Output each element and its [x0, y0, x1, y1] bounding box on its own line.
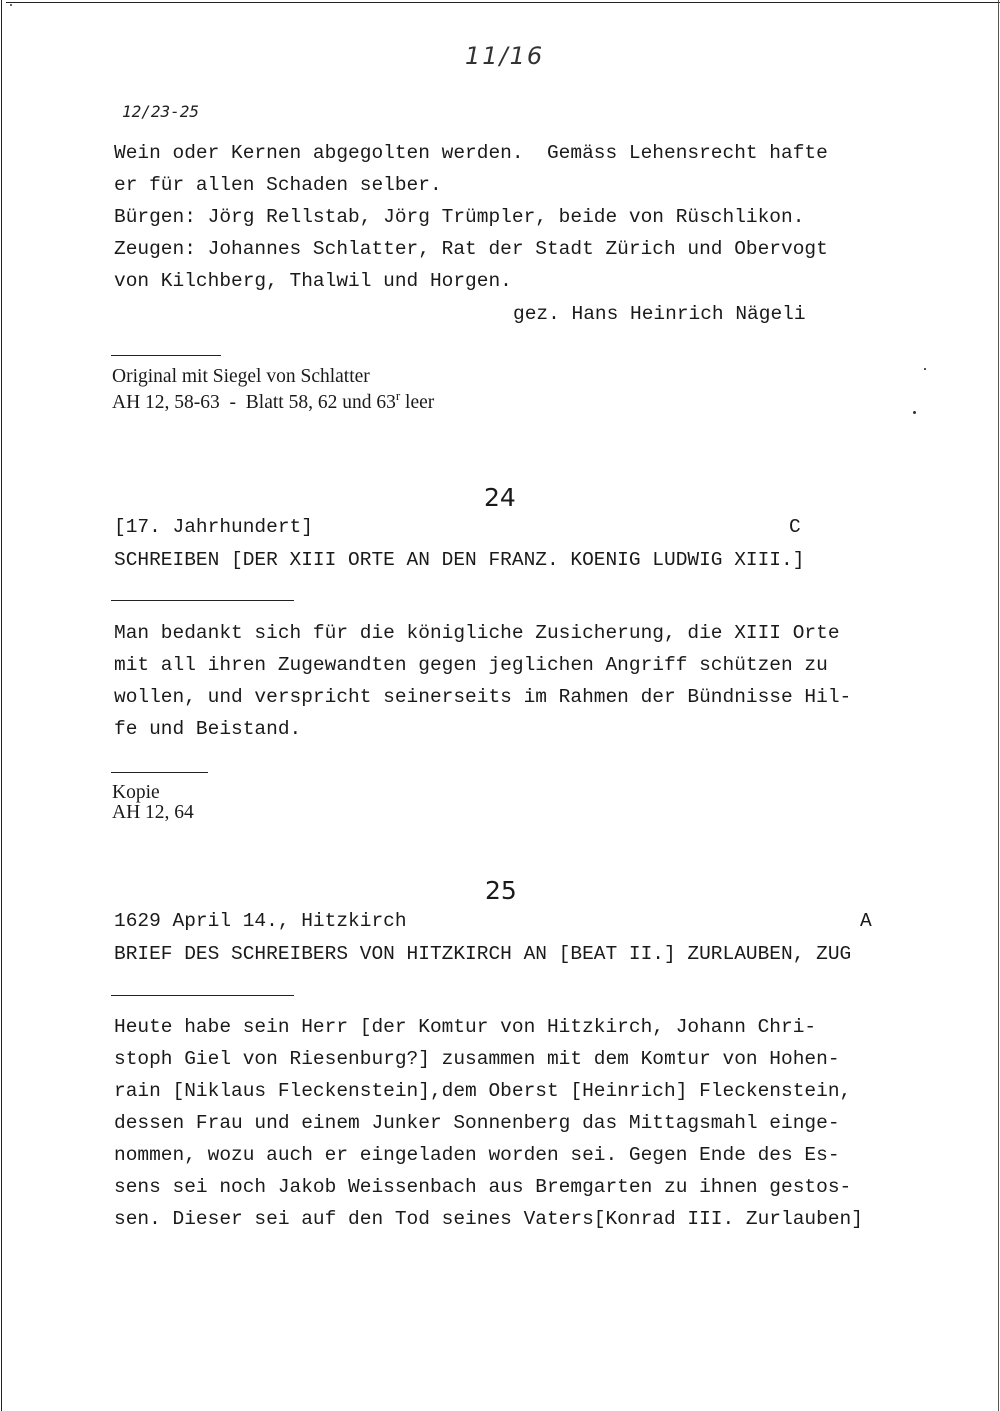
text-line: Man bedankt sich für die königliche Zusicherung, die XIII Orte — [114, 622, 840, 644]
text-line: wollen, und verspricht seinerseits im Rahmen der Bündnisse Hil- — [114, 686, 852, 708]
entry-category: C — [789, 516, 801, 538]
signature-line: gez. Hans Heinrich Nägeli — [513, 303, 806, 325]
text-line: stoph Giel von Riesenburg?] zusammen mit dem Komtur von Hohen- — [114, 1048, 840, 1070]
section-rule — [111, 600, 294, 601]
text-line: er für allen Schaden selber. — [114, 174, 442, 196]
section-rule — [111, 995, 294, 996]
archive-mark: 11/16 — [465, 42, 545, 70]
scan-speck — [10, 4, 12, 6]
text-line: dessen Frau und einem Junker Sonnenberg das Mittagsmahl einge- — [114, 1112, 840, 1134]
text-line: Wein oder Kernen abgegolten werden. Gemäss Lehensrecht hafte — [114, 142, 828, 164]
section-rule — [111, 772, 208, 773]
source-note: Kopie — [112, 782, 160, 803]
text-line: sen. Dieser sei auf den Tod seines Vaters[Konrad III. Zurlauben] — [114, 1208, 863, 1230]
text-line: Bürgen: Jörg Rellstab, Jörg Trümpler, beide von Rüschlikon. — [114, 206, 805, 228]
scan-border-right — [998, 0, 999, 1411]
source-reference — [112, 388, 434, 414]
page-reference: 12/23-25 — [122, 102, 200, 121]
scan-border-top — [6, 2, 1000, 3]
source-reference-superscript: r — [395, 388, 401, 403]
text-line: mit all ihren Zugewandten gegen jeglichen Angriff schützen zu — [114, 654, 828, 676]
entry-title: SCHREIBEN [DER XIII ORTE AN DEN FRANZ. KOENIG LUDWIG XIII.] — [114, 549, 805, 571]
entry-date: [17. Jahrhundert] — [114, 516, 313, 538]
text-line: sens sei noch Jakob Weissenbach aus Bremgarten zu ihnen gestos- — [114, 1176, 852, 1198]
section-rule — [111, 355, 221, 356]
scan-speck — [924, 368, 926, 370]
text-line: von Kilchberg, Thalwil und Horgen. — [114, 270, 512, 292]
text-line: fe und Beistand. — [114, 718, 302, 740]
entry-date: 1629 April 14., Hitzkirch — [114, 910, 407, 932]
entry-number: 24 — [484, 483, 516, 512]
source-note: Original mit Siegel von Schlatter — [112, 366, 370, 387]
source-reference-main: AH 12, 58-63 - Blatt 58, 62 und 63 — [112, 392, 396, 413]
text-line: nommen, wozu auch er eingeladen worden sei. Gegen Ende des Es- — [114, 1144, 840, 1166]
entry-number: 25 — [485, 876, 517, 905]
scan-speck — [913, 411, 916, 414]
text-line: Zeugen: Johannes Schlatter, Rat der Stadt Zürich und Obervogt — [114, 238, 828, 260]
text-line: rain [Niklaus Fleckenstein],dem Oberst [Heinrich] Fleckenstein, — [114, 1080, 852, 1102]
source-reference-tail: leer — [400, 392, 435, 413]
text-line: Heute habe sein Herr [der Komtur von Hitzkirch, Johann Chri- — [114, 1016, 817, 1038]
scan-border-left — [1, 0, 2, 1411]
entry-title: BRIEF DES SCHREIBERS VON HITZKIRCH AN [BEAT II.] ZURLAUBEN, ZUG — [114, 943, 852, 965]
source-reference: AH 12, 64 — [112, 802, 194, 823]
entry-category: A — [860, 910, 872, 932]
